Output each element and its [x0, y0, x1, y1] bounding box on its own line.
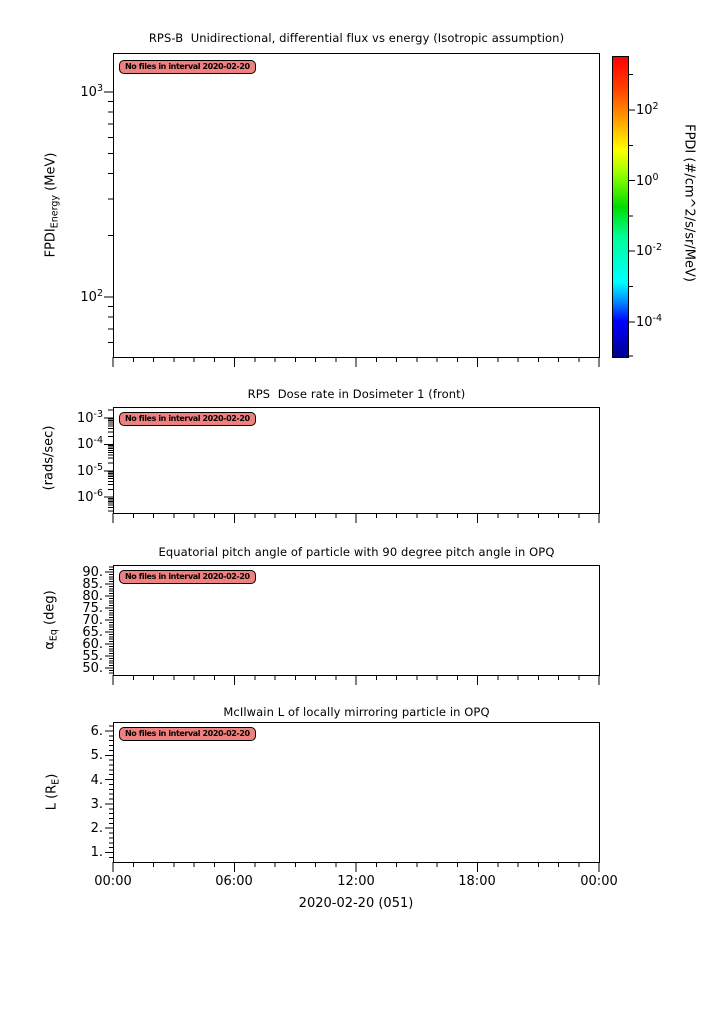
panel3-ytick-55: 55. — [82, 649, 103, 664]
panel3-ytick-75: 75. — [82, 601, 103, 616]
panel4-no-data-badge: No files in interval 2020-02-20 — [119, 727, 256, 741]
panel4-ytick-4: 4. — [90, 773, 103, 788]
panel4-ytick-1: 1. — [90, 845, 103, 860]
panel3-ytick-60: 60. — [82, 637, 103, 652]
x-axis-date-label: 2020-02-20 (051) — [298, 896, 414, 911]
panel1-y-axis-label: $FPDI_{Energy}$ (MeV) — [43, 152, 61, 258]
xtick-1800: 18:00 — [458, 874, 496, 889]
xtick-1200: 12:00 — [337, 874, 375, 889]
panel3-ytick-70: 70. — [82, 613, 103, 628]
xtick-0000b: 00:00 — [580, 874, 618, 889]
panel4-ytick-5: 5. — [90, 748, 103, 763]
panel3-ytick-50: 50. — [82, 661, 103, 676]
panel3-no-data-badge: No files in interval 2020-02-20 — [119, 570, 256, 584]
panel4-ytick-3: 3. — [90, 797, 103, 812]
xtick-0000a: 00:00 — [94, 874, 132, 889]
colorbar-tick-1e-2: $10^{-2}$ — [636, 242, 663, 259]
xtick-0600: 06:00 — [215, 874, 253, 889]
colorbar-axis-label: FPDI (#/cm^2/s/sr/MeV) — [681, 124, 697, 282]
colorbar-tick-1e2: $10^2$ — [636, 101, 659, 118]
panel4-title: McIlwain L of locally mirroring particle in OPQ — [223, 705, 490, 719]
panel3-ytick-85: 85. — [82, 577, 103, 592]
panel2-ytick-1e-4: $10^{-4}$ — [76, 435, 103, 452]
panel3-ytick-90: 90. — [82, 565, 103, 580]
panel1-title: RPS-B Unidirectional, differential flux vs energy (Isotropic assumption) — [148, 31, 565, 45]
panel2-no-data-badge: No files in interval 2020-02-20 — [119, 412, 256, 426]
panel3-ytick-80: 80. — [82, 589, 103, 604]
panel2-ytick-1e-6: $10^{-6}$ — [76, 488, 103, 505]
panel4-ytick-2: 2. — [90, 821, 103, 836]
panel2-y-axis-label: (rads/sec) — [41, 425, 57, 491]
panel4-ytick-6: 6. — [90, 724, 103, 739]
panel1-ytick-1e3: $10^3$ — [80, 83, 103, 100]
panel3-title: Equatorial pitch angle of particle with 90 degree pitch angle in OPQ — [158, 545, 555, 559]
panel3-ytick-65: 65. — [82, 625, 103, 640]
panel2-ytick-1e-5: $10^{-5}$ — [76, 462, 103, 479]
colorbar-tick-1e-4: $10^{-4}$ — [636, 313, 663, 330]
panel3-y-axis-label: $\alpha_{Eq}$ (deg) — [42, 590, 60, 650]
panel2-ytick-1e-3: $10^{-3}$ — [76, 409, 103, 426]
panel4-y-axis-label: L $(R_E)$ — [44, 773, 62, 811]
panel1-no-data-badge: No files in interval 2020-02-20 — [119, 60, 256, 74]
colorbar-tick-1e0: $10^0$ — [636, 172, 659, 189]
panel1-ytick-1e2: $10^2$ — [80, 288, 103, 305]
panel2-title: RPS Dose rate in Dosimeter 1 (front) — [247, 387, 466, 401]
